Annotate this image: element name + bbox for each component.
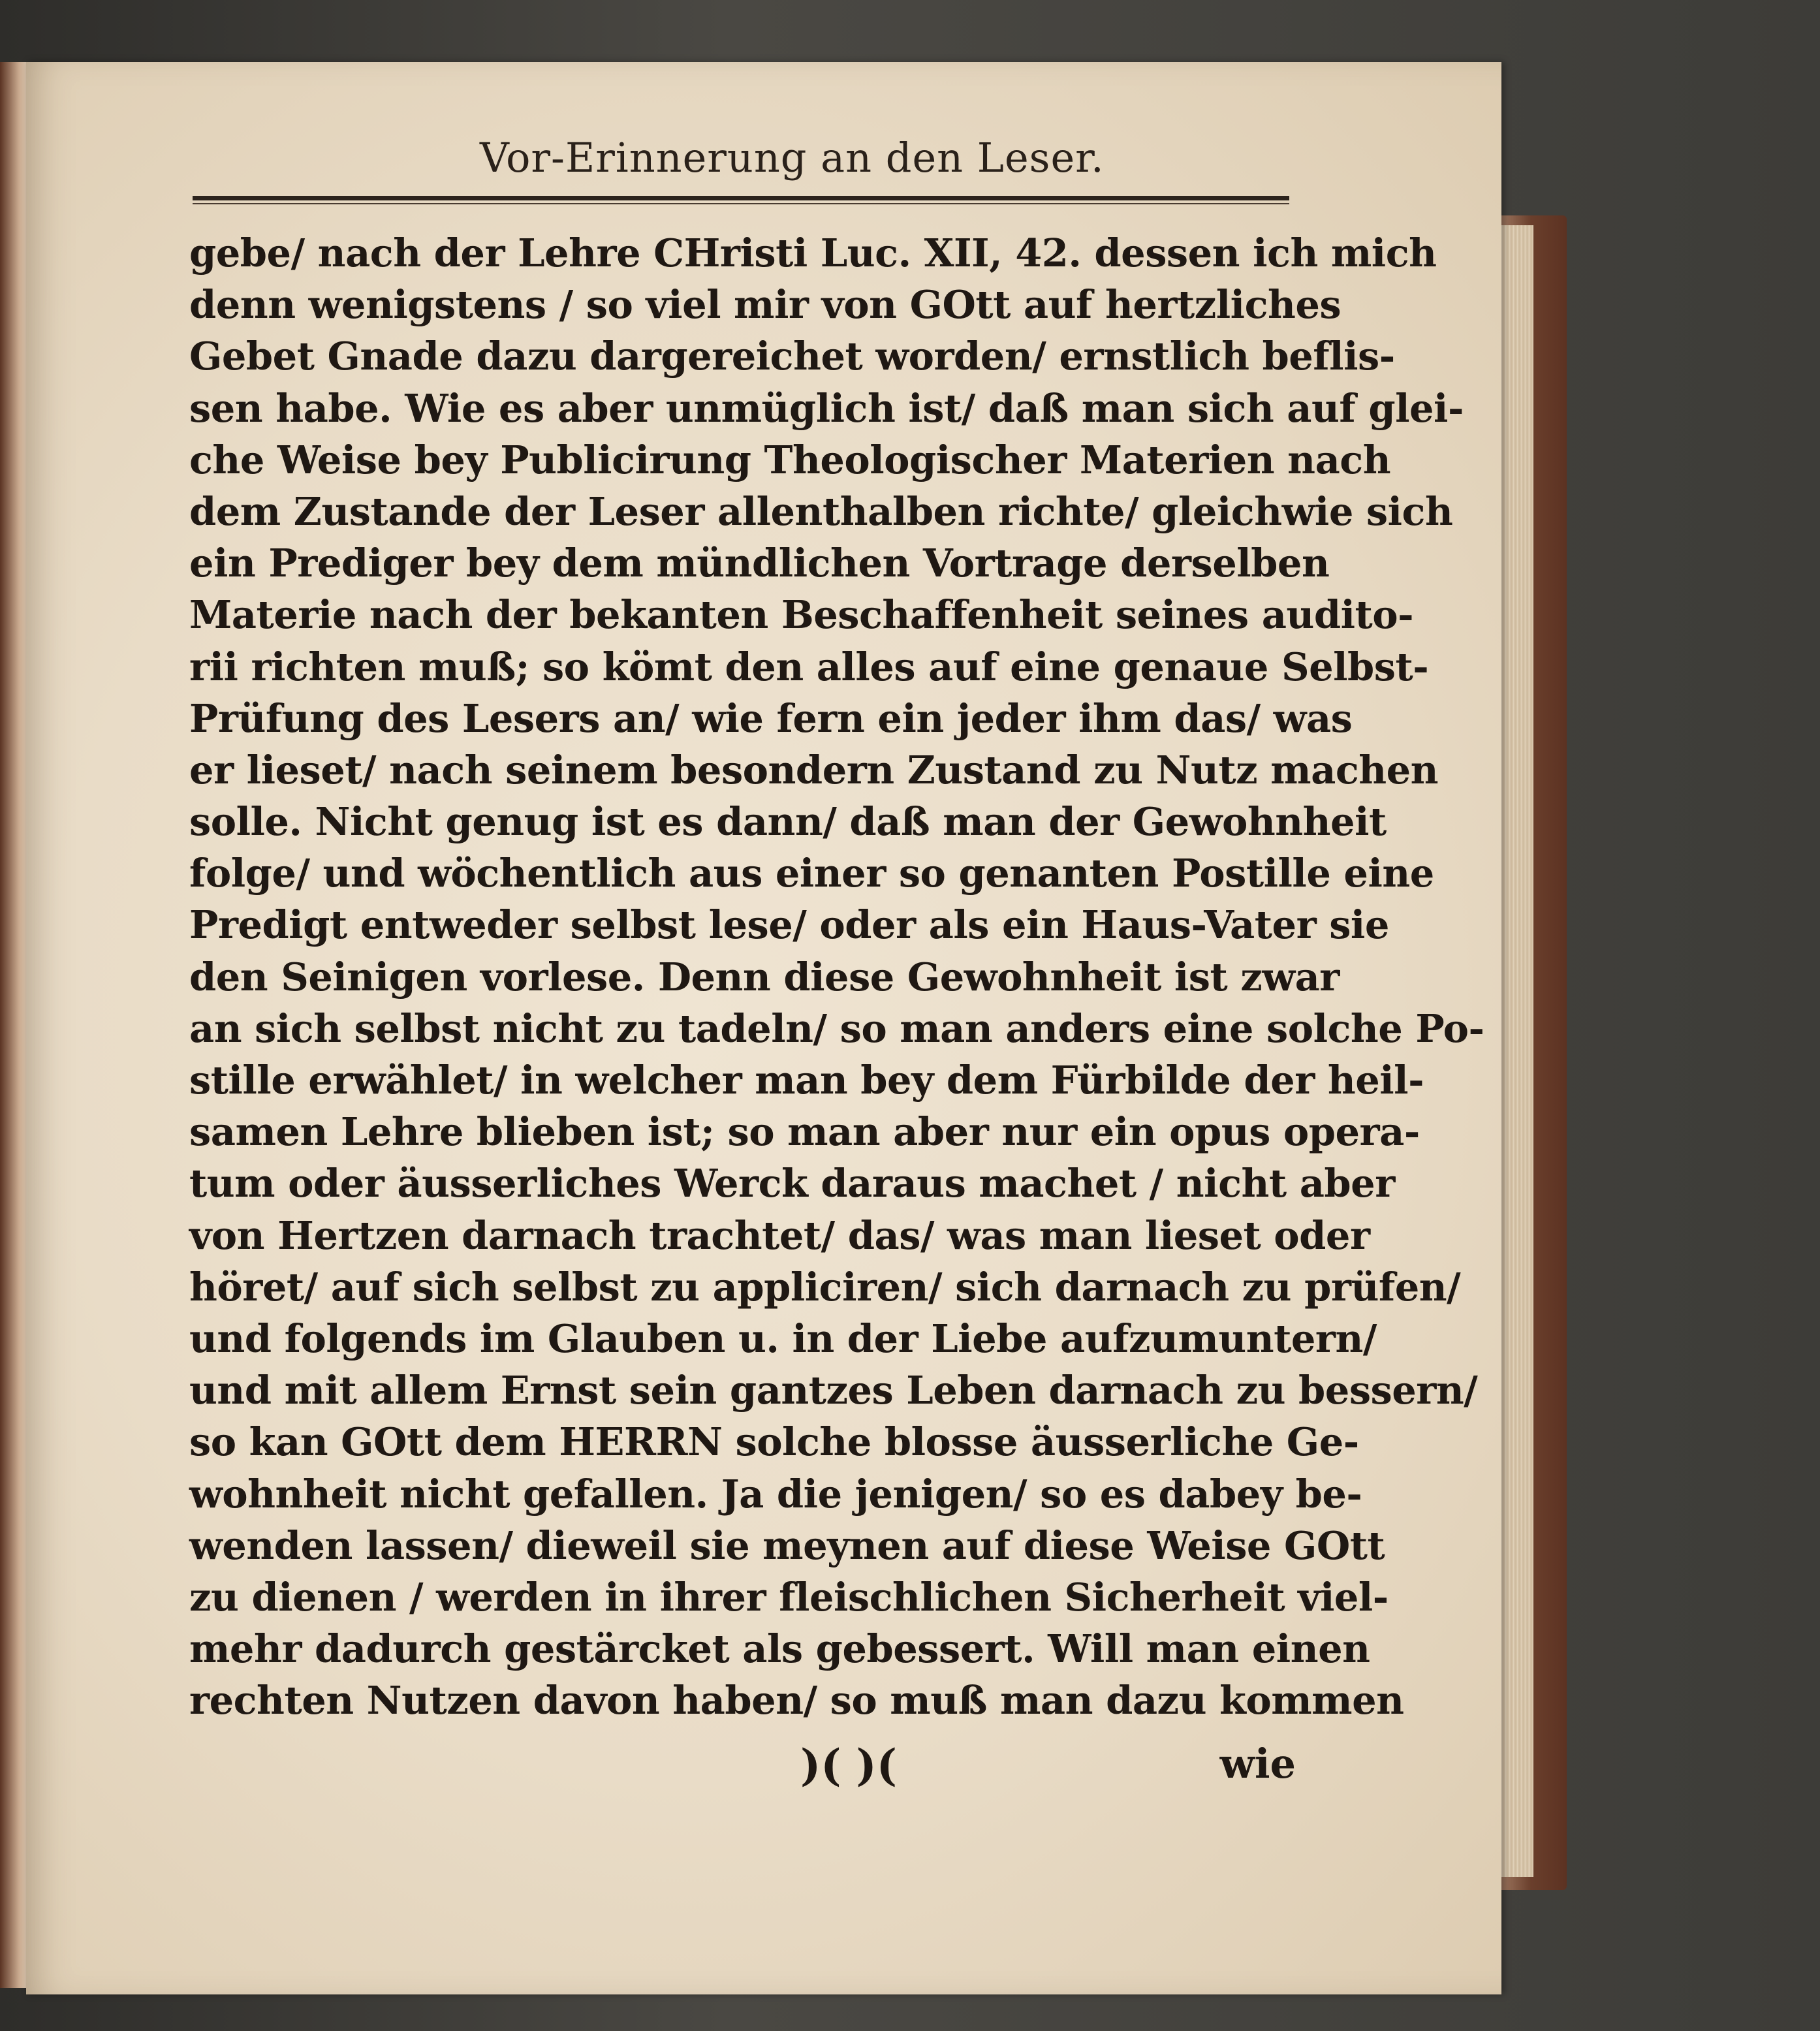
text-line: samen Lehre blieben ist; so man aber nur ein opus opera- — [189, 1109, 1420, 1155]
text-line: rechten Nutzen davon haben/ so muß man dazu kommen — [189, 1678, 1404, 1724]
text-line: Gebet Gnade dazu dargereichet worden/ ernstlich beflis- — [189, 334, 1395, 379]
signature-mark: )( )( — [800, 1740, 897, 1791]
text-line: sen habe. Wie es aber unmüglich ist/ daß man sich auf glei- — [189, 385, 1464, 431]
running-head: Vor-Erinnerung an den Leser. — [480, 134, 1105, 181]
text-line: che Weise bey Publicirung Theologischer Materien nach — [189, 437, 1391, 482]
text-line: mehr dadurch gestärcket als gebessert. Will man einen — [189, 1626, 1370, 1672]
text-line: folge/ und wöchentlich aus einer so genanten Postille eine — [189, 851, 1434, 896]
text-line: denn wenigstens / so viel mir von GOtt auf hertzliches — [189, 282, 1341, 328]
catchword: wie — [1219, 1740, 1296, 1787]
text-line: und folgends im Glauben u. in der Liebe aufzumuntern/ — [189, 1315, 1377, 1361]
text-line: Predigt entweder selbst lese/ oder als ein Haus-Vater sie — [189, 902, 1389, 948]
text-line: zu dienen / werden in ihrer fleischlichen Sicherheit viel- — [189, 1574, 1389, 1620]
text-line: an sich selbst nicht zu tadeln/ so man anders eine solche Po- — [189, 1005, 1484, 1051]
text-line: er lieset/ nach seinem besondern Zustand zu Nutz machen — [189, 747, 1439, 793]
text-line: wohnheit nicht gefallen. Ja die jenigen/ so es dabey be- — [189, 1471, 1362, 1517]
header-rule — [193, 196, 1289, 200]
text-line: von Hertzen darnach trachtet/ das/ was man lieset oder — [189, 1212, 1370, 1258]
text-line: solle. Nicht genug ist es dann/ daß man der Gewohnheit — [189, 799, 1387, 845]
page-footer — [189, 1740, 1299, 1799]
text-line: gebe/ nach der Lehre CHristi Luc. XII, 42. dessen ich mich — [189, 230, 1437, 276]
text-line: den Seinigen vorlese. Denn diese Gewohnheit ist zwar — [189, 954, 1340, 1000]
text-line: dem Zustande der Leser allenthalben richte/ gleichwie sich — [189, 488, 1453, 534]
text-line: Materie nach der bekanten Beschaffenheit seines audito- — [189, 592, 1414, 638]
body-text — [189, 227, 1484, 1726]
text-line: höret/ auf sich selbst zu appliciren/ sich darnach zu prüfen/ — [189, 1264, 1461, 1310]
text-line: tum oder äusserliches Werck daraus machet / nicht aber — [189, 1161, 1395, 1206]
text-line: ein Prediger bey dem mündlichen Vortrage derselben — [189, 541, 1330, 586]
text-line: so kan GOtt dem HERRN solche blosse äusserliche Ge- — [189, 1419, 1359, 1465]
text-line: Prüfung des Lesers an/ wie fern ein jeder ihm das/ was — [189, 695, 1353, 741]
text-line: wenden lassen/ dieweil sie meynen auf diese Weise GOtt — [189, 1522, 1385, 1568]
text-line: und mit allem Ernst sein gantzes Leben darnach zu bessern/ — [189, 1368, 1478, 1413]
text-line: rii richten muß; so kömt den alles auf eine genaue Selbst- — [189, 644, 1429, 689]
header-rule-thin — [193, 203, 1289, 204]
text-line: stille erwählet/ in welcher man bey dem Fürbilde der heil- — [189, 1058, 1424, 1103]
